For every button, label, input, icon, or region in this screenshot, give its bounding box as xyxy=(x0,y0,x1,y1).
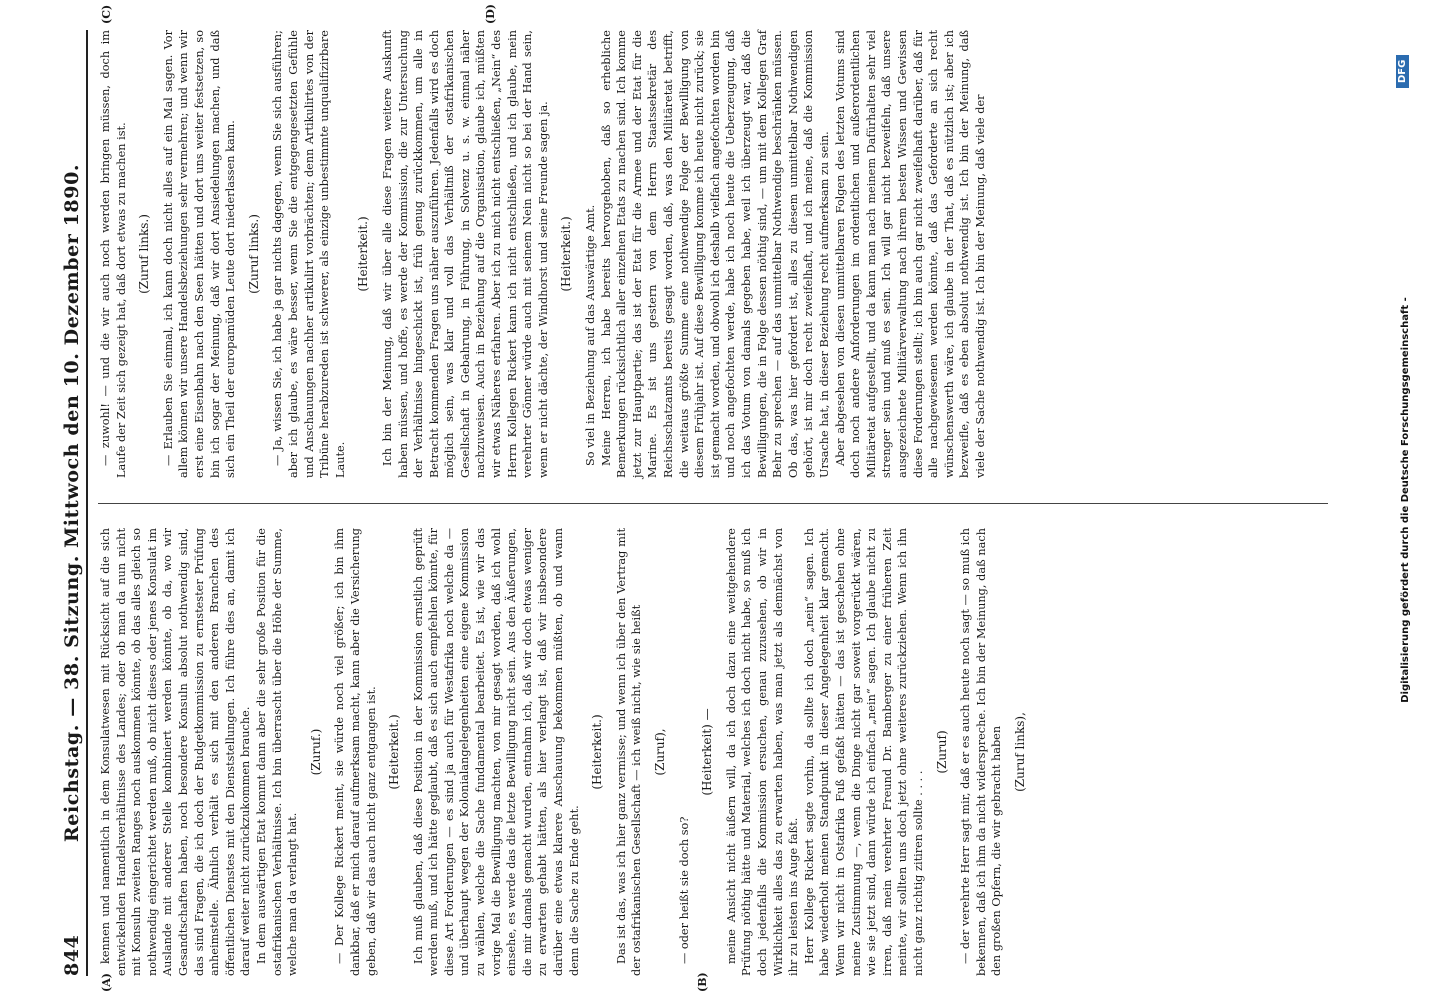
running-title: Reichstag. — 38. Sitzung. Mittwoch den 10. Dezember 1890. xyxy=(61,163,83,843)
stage-direction: (Zuruf links), xyxy=(1012,712,1027,792)
margin-marker-b: (B) xyxy=(696,972,709,992)
speech-paragraph: So viel in Beziehung auf das Auswärtige Amt. xyxy=(584,204,598,466)
digitization-credit: Digitalisierung gefördert durch die Deutsche Forschungsgemeinschaft - xyxy=(1400,297,1411,703)
dfg-logo: DFG xyxy=(1396,55,1409,88)
speech-paragraph: Ich bin der Meinung, daß wir über alle diese Fragen weitere Auskunft haben müssen, und hoffe, es werde der Kommission, die zur Untersuchung der Verhältnisse hingeschickt ist, früh genug zurückkommen, um alle in Betracht kommenden Fragen uns näher auszuführen. Jedenfalls wird es doch möglich sein, was klar und voll das Verhältniß der ostafrikanischen Gesellschaft in Gebahrung, in Führung, in Solvenz u. s. w. einmal näher nachzuweisen. Auch in Beziehung auf die Organisation, glaube ich, müßten wir etwas Näheres erfahren. Aber ich zu mich nicht entschließen, „Nein“ des Herrn Kollegen Rickert kann ich nicht entschließen, und ich glaube, mein verehrter Gönner würde auch mit seinem Nein nicht so bei der Hand sein, wenn er nicht dächte, der Windhorst und seine Freunde sagen ja. xyxy=(380,30,550,478)
speech-paragraph: — Ja, wissen Sie, ich habe ja gar nichts dagegen, wenn Sie sich ausführen; aber ich glaube, es wäre besser, wenn Sie die entgegengesetzten Gefühle und Anschauungen nachher artikulirt vorbrächten; denn Artikulirtes von der Tribüne herabzureden ist schwerer, als einzige unbestimmte unqualifizirbare Laute. xyxy=(271,30,347,478)
scanned-page xyxy=(16,0,1416,1000)
right-text-column xyxy=(98,30,988,478)
speech-paragraph: — zuwohl! — und die wir auch noch werden bringen müssen, doch im Laufe der Zeit sich gezeigt hat, daß dort etwas zu machen ist. xyxy=(99,30,128,478)
stage-direction: (Zuruf.) xyxy=(308,728,323,776)
speech-paragraph: — oder heißt sie doch so? xyxy=(677,816,691,964)
speech-paragraph: In dem auswärtigen Etat kommt dann aber die sehr große Position für die ostafrikanischen Verhältnisse. Ich bin überrascht über die Höhe der Summe, welche man da verlangt hat. xyxy=(254,528,300,976)
stage-direction: (Heiterkeit.) xyxy=(387,714,402,790)
column-divider xyxy=(98,503,1328,504)
speech-paragraph: Herr Kollege Rickert sagte vorhin, da sollte ich doch „nein“ sagen. Ich habe wiederholt meinen Standpunkt in dieser Angelegenheit klar gemacht. Wenn wir nicht in Ostafrika Fuß gefaßt hätten — das ist geschehen ohne meine Zustimmung —, wenn die Dinge nicht gar soweit vorgerückt wären, wie sie jetzt sind, dann würde ich einfach „nein“ sagen. Ich glaube nicht zu irren, daß mein verehrter Freund Dr. Bamberger zu einer früheren Zeit meinte, wir sollten uns doch jetzt ohne weiteres zurückziehen. Wenn ich ihn nicht ganz richtig zitiren sollte . . . . xyxy=(802,528,925,976)
speech-paragraph: — Erlauben Sie einmal, ich kann doch nicht alles auf ein Mal sagen. Vor allem können wir unsere Handelsbeziehungen sehr vermehren; und wenn wir erst eine Eisenbahn nach den Seen hätten und dort uns weiter festsetzen, so bin ich sogar der Meinung, daß wir dort Ansiedelungen machen, und daß sich ein Theil der europamüden Leute dort niederlassen kann. xyxy=(161,30,238,478)
margin-marker-c: (C) xyxy=(100,4,113,24)
speech-paragraph: — der verehrte Herr sagt mir, daß er es auch heute noch sagt — so muß ich bekennen, daß ich ihm da nicht widerspreche. Ich bin der Meinung, daß nach den großen Opfern, die wir gebracht haben xyxy=(959,528,1004,976)
margin-marker-a: (A) xyxy=(100,973,113,992)
speech-paragraph: Ich muß glauben, daß diese Position in der Kommission ernstlich geprüft werden muß, und ich hätte geglaubt, daß es sich auch empfehlen könnte, für diese Art Forderungen — es sind ja auch für Westafrika noch welche da — und überhaupt wegen der Kolonialangelegenheiten eine eigene Kommission zu wählen, welche die Sache fundamental bearbeitet. Es ist, wie wir das vorige Mal die Bewilligung machten, von mir gesagt worden, daß ich wohl einsehe, es werde das die letzte Bewilligung nicht sein. Aus den Äußerungen, die mir damals gemacht wurden, entnahm ich, daß wir doch etwas weniger zu erwarten gehabt hätten, als hier verlangt ist, daß wir insbesondere darüber eine etwas klarere Anschauung bekommen müßten, ob und wann denn die Sache zu Ende geht. xyxy=(411,528,581,976)
speech-paragraph: Meine Herren, ich habe bereits hervorgehoben, daß so erhebliche Bemerkungen rücksichtlich aller einzelnen Etats zu machen sind. Ich komme jetzt zur Hauptpartie; das ist der Etat für die Armee und der Etat für die Marine. Es ist uns gestern von dem Herrn Staatssekretär des Reichsschatzamts bereits gesagt worden, daß, was den Militäretat betrifft, die weitaus größte Summe eine nothwendige Folge der Bewilligung von diesem Frühjahr ist. Auf diese Bewilligung komme ich heute nicht zurück; sie ist gemacht worden, und obwohl ich deshalb vielfach angefochten worden bin und noch angefochten werde, habe ich noch heute die Ueberzeugung, daß ich das Votum von damals gegeben habe, weil ich überzeugt war, daß die Bewilligungen, die in Folge dessen nöthig sind, — um mit dem Kollegen Graf Behr zu sprechen — auf das unmittelbar Nothwendige beschränken müssen. Ob das, was hier gefordert ist, alles zu diesem unmittelbar Nothwendigen gehört, ist mir doch recht zweifelhaft, und ich meine, daß die Kommission Ursache hat, in dieser Beziehung recht aufmerksam zu sein. xyxy=(599,30,831,478)
page-header xyxy=(56,30,88,976)
page-number: 844 xyxy=(61,934,83,976)
speech-paragraph: Aber abgesehen von diesen unmittelbaren Folgen des letzten Votums sind doch noch andere Anforderungen im ordentlichen und außerordentlichen Militäretat aufgestellt, und da kann man nach meinem Dafürhalten sehr viel strenger sein und muß es sein. Ich will gar nicht bezweifeln, daß unsere ausgezeichnete Militärverwaltung nach ihrem besten Wissen und Gewissen diese Forderungen stellt; ich bin auch gar nicht zweifelhaft darüber, daß für alle nachgewiesenen werden könnte, daß das Geforderte an sich recht wünschenswerth wäre, ich glaube in der That, daß es nützlich ist; aber ich bezweifle, daß es eben absolut nothwendig ist. Ich bin der Meinung, daß viele der Sache nothwendig ist. Ich bin der Meinung, daß viele der xyxy=(833,30,987,478)
stage-direction: (Heiterkeit.) xyxy=(559,216,574,292)
stage-direction: (Heiterkeit.) xyxy=(356,216,371,292)
speech-paragraph: Das ist das, was ich hier ganz vermisse; und wenn ich über den Vertrag mit der ostafrikanischen Gesellschaft — ich weiß nicht, wie sie heißt xyxy=(614,528,644,976)
speech-paragraph: kennen und namentlich in dem Konsulatwesen mit Rücksicht auf die sich entwickelnden Handelsverhältnisse des Landes; oder ob man da nun nicht mit Konsuln zweiten Ranges noch auskommen könnte, ob das alles gleich so nothwendig eingerichtet werden muß, ob nicht dieses oder jenes Konsulat im Auslande mit anderer Stelle kombiniert werden könnte, ob da, wo wir Gesandtschaften haben, noch besondere Konsuln absolut nothwendig sind, das sind Fragen, die ich doch der Budgetkommission zu ernstester Prüfung anheimstelle. Ähnlich verhält es sich mit den anderen Branchen des öffentlichen Dienstes mit den Dienststellungen. Ich führe dies an, damit ich darauf weiter nicht zurückzukommen brauche. xyxy=(99,528,253,976)
stage-direction: (Zuruf links.) xyxy=(246,214,261,294)
stage-direction: (Zuruf) xyxy=(934,730,949,774)
stage-direction: (Zuruf links.) xyxy=(137,214,152,294)
stage-direction: (Heiterkeit) — xyxy=(700,708,715,796)
left-text-column xyxy=(98,528,1036,976)
speech-paragraph: — Der Kollege Rickert meint, sie würde noch viel größer; ich bin ihm dankbar, daß er mich darauf aufmerksam macht, kann aber die Versicherung geben, daß wir das auch nicht ganz entgangen ist. xyxy=(333,528,378,976)
speech-paragraph: meine Ansicht nicht äußern will, da ich doch dazu eine weitgehendere Prüfung nöthig hätte und Material, welches ich doch nicht habe, so muß ich doch jedenfalls die Kommission ersuchen, genau zuzusehen, ob wir in Wirklichkeit alles das zu erwarten haben, was man jetzt als demnächst von ihr zu leisten ins Auge faßt. xyxy=(724,528,801,976)
stage-direction: (Zuruf), xyxy=(653,728,667,776)
stage-direction: (Heiterkeit.) xyxy=(590,714,605,790)
margin-marker-d: (D) xyxy=(484,4,497,24)
